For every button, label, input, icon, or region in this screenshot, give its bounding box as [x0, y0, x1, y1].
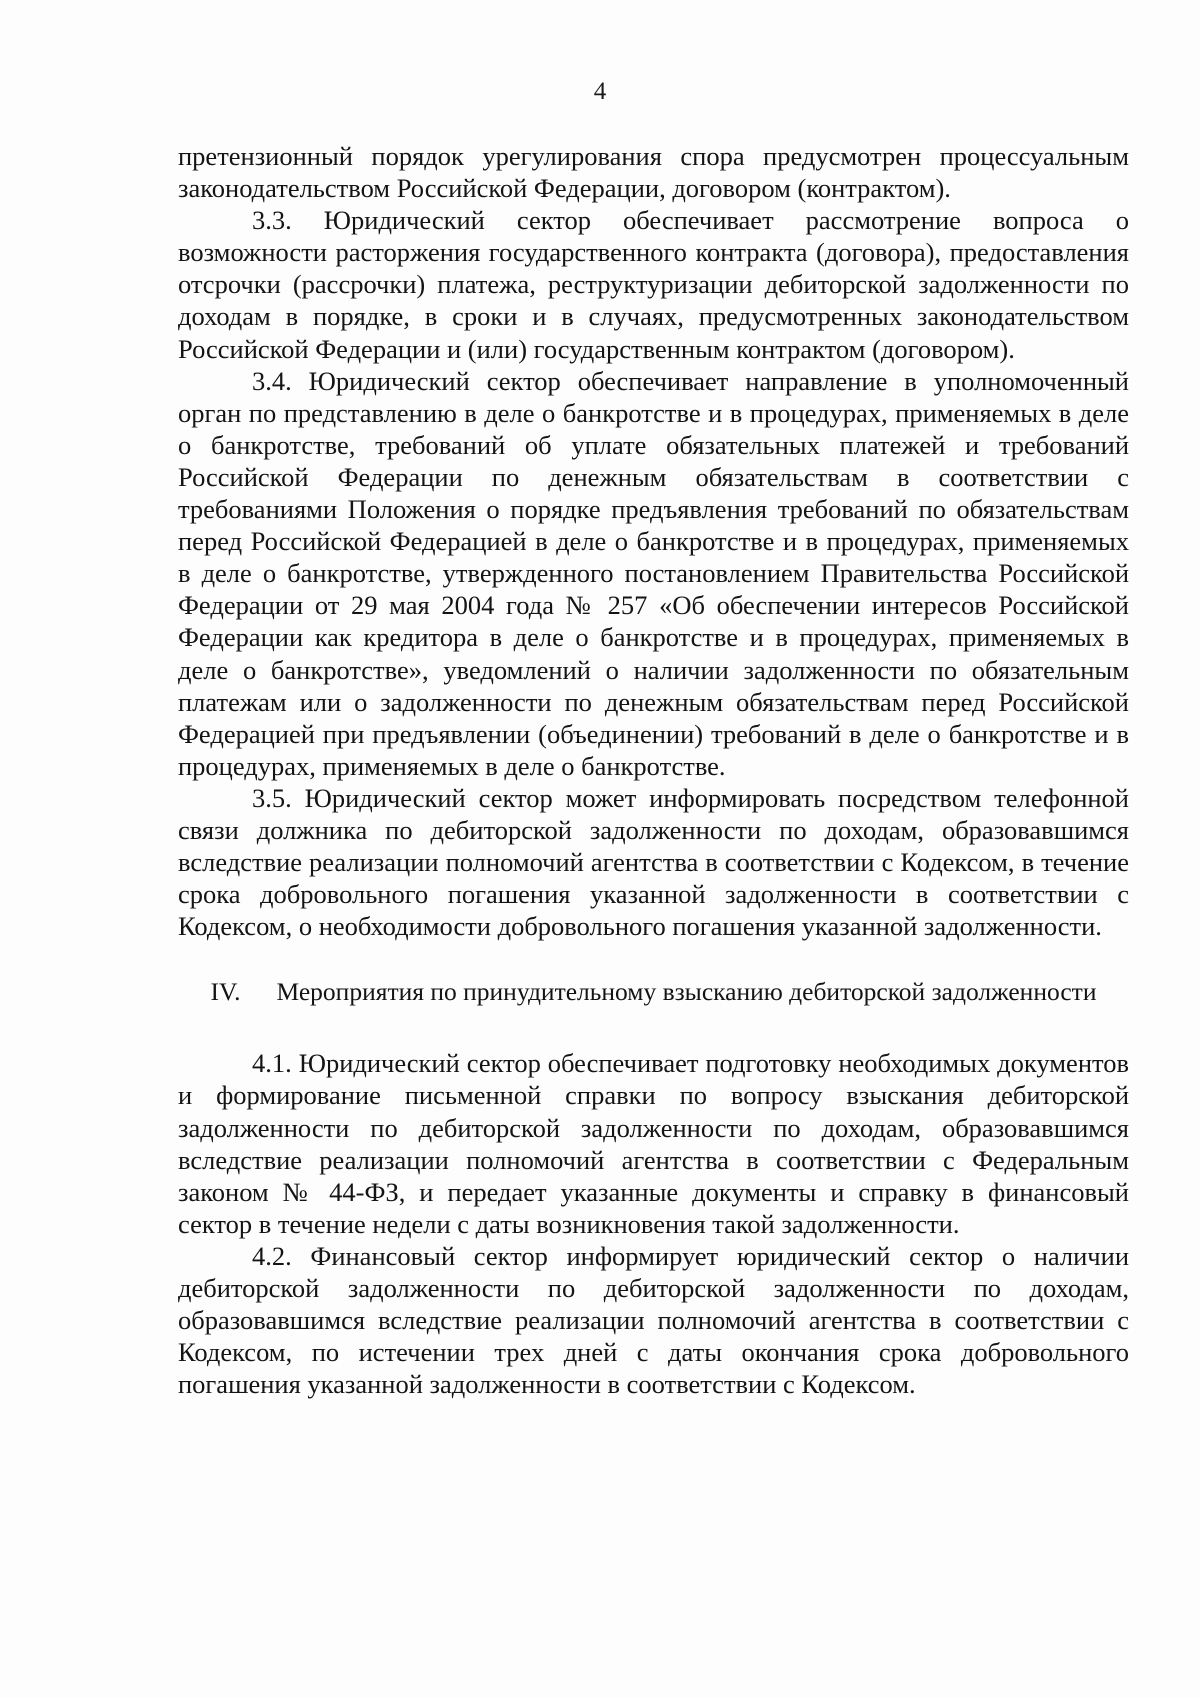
page-number: 4 — [593, 78, 607, 105]
paragraph-4-2: 4.2. Финансовый сектор информирует юридический сектор о наличии дебиторской задолженности по дебиторской задолженности по доходам, образовавшимся вследствие реализации полномочий агентства в соответствии с Кодексом, по истечении трех дней с даты окончания срока добровольного погашения указанной задолженности в соответствии с Кодексом. — [178, 1240, 1129, 1400]
document-body — [178, 140, 1129, 1400]
paragraph-4-1: 4.1. Юридический сектор обеспечивает подготовку необходимых документов и формирование письменной справки по вопросу взыскания дебиторской задолженности по дебиторской задолженности по доходам, образовавшимся вследствие реализации полномочий агентства в соответствии с Федеральным законом № 44-ФЗ, и передает указанные документы и справку в финансовый сектор в течение недели с даты возникновения такой задолженности. — [178, 1048, 1129, 1239]
section-title: Мероприятия по принудительному взысканию дебиторской задолженности — [276, 977, 1097, 1007]
paragraph-continued: претензионный порядок урегулирования спора предусмотрен процессуальным законодательством Российской Федерации, договором (контрактом). — [178, 141, 1129, 204]
section-number: IV. — [210, 977, 241, 1007]
paragraph-3-5: 3.5. Юридический сектор может информировать посредством телефонной связи должника по дебиторской задолженности по доходам, образовавшимся вследствие реализации полномочий агентства в соответствии с Кодексом, в течение срока добровольного погашения указанной задолженности в соответствии с Кодексом, о необходимости добровольного погашения указанной задолженности. — [178, 782, 1129, 942]
section-heading — [178, 975, 1129, 1008]
paragraph-3-3: 3.3. Юридический сектор обеспечивает рассмотрение вопроса о возможности расторжения государственного контракта (договора), предоставления отсрочки (рассрочки) платежа, реструктуризации дебиторской задолженности по доходам в порядке, в сроки и в случаях, предусмотренных законодательством Российской Федерации и (или) государственным контрактом (договором). — [178, 205, 1129, 364]
paragraph-3-4: 3.4. Юридический сектор обеспечивает направление в уполномоченный орган по представлению в деле о банкротстве и в процедурах, применяемых в деле о банкротстве, требований об уплате обязательных платежей и требований Российской Федерации по денежным обязательствам в соответствии с требованиями Положения о порядке предъявления требований по обязательствам перед Российской Федерацией в деле о банкротстве и в процедурах, применяемых в деле о банкротстве, утвержденного постановлением Правительства Российской Федерации от 29 мая 2004 года № 257 «Об обеспечении интересов Российской Федерации как кредитора в деле о банкротстве и в процедурах, применяемых в деле о банкротстве», уведомлений о наличии задолженности по обязательным платежам или о задолженности по денежным обязательствам перед Российской Федерацией при предъявлении (объединении) требований в деле о банкротстве и в процедурах, применяемых в деле о банкротстве. — [178, 365, 1129, 781]
